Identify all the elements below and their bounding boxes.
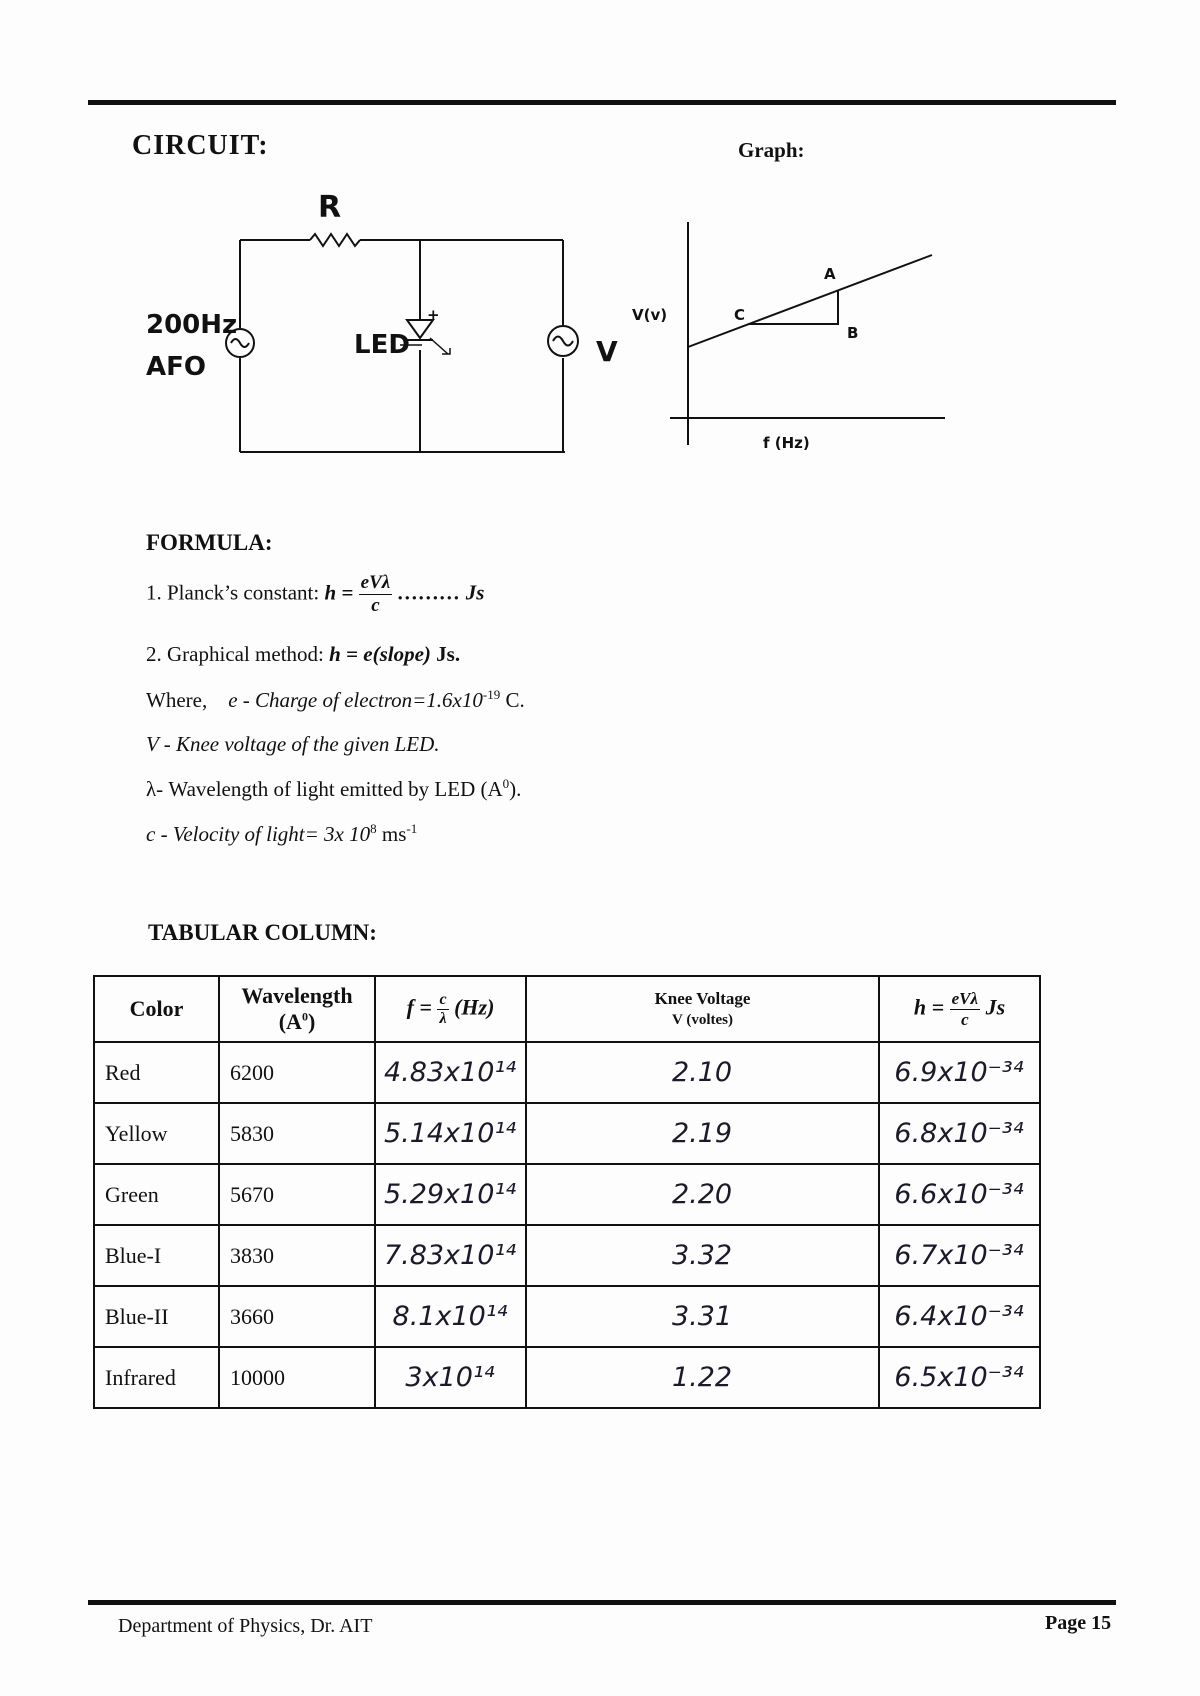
cell-frequency: 5.29x10¹⁴ bbox=[375, 1164, 526, 1225]
graph-y-label: V(v) bbox=[632, 306, 668, 324]
resistor-label: R bbox=[318, 190, 342, 225]
header-h-num: eVλ bbox=[951, 988, 979, 1008]
formula-title: FORMULA: bbox=[146, 530, 273, 555]
cell-planck: 6.8x10⁻³⁴ bbox=[879, 1103, 1040, 1164]
formula-where-line bbox=[146, 687, 525, 713]
table-title: TABULAR COLUMN: bbox=[148, 920, 377, 945]
header-freq-num: c bbox=[439, 990, 447, 1008]
e-definition: e - Charge of electron=1.6x10 bbox=[228, 688, 483, 712]
cell-wavelength: 3660 bbox=[219, 1286, 375, 1347]
cell-color: Red bbox=[94, 1042, 219, 1103]
header-wavelength-unit-end: ) bbox=[307, 1009, 316, 1034]
header-wavelength-unit-exp: 0 bbox=[301, 1009, 308, 1024]
header-h-den: c bbox=[961, 1009, 969, 1029]
footer-department: Department of Physics, Dr. AIT bbox=[118, 1615, 373, 1637]
footer-rule bbox=[88, 1600, 1116, 1605]
graph-point-a: A bbox=[824, 265, 836, 283]
header-planck bbox=[879, 976, 1040, 1042]
cell-frequency: 7.83x10¹⁴ bbox=[375, 1225, 526, 1286]
cell-knee-voltage: 3.32 bbox=[526, 1225, 879, 1286]
cell-planck: 6.7x10⁻³⁴ bbox=[879, 1225, 1040, 1286]
header-freq-fraction bbox=[437, 991, 448, 1028]
header-frequency bbox=[375, 976, 526, 1042]
where-label: Where, bbox=[146, 688, 208, 712]
e-unit: C. bbox=[500, 688, 525, 712]
table-row bbox=[94, 1225, 1040, 1286]
header-h-lhs: h = bbox=[913, 994, 945, 1020]
footer-page-number: Page 15 bbox=[1045, 1612, 1112, 1634]
table-row bbox=[94, 1347, 1040, 1408]
formula-line1-lhs: h = bbox=[324, 580, 354, 605]
cell-planck: 6.4x10⁻³⁴ bbox=[879, 1286, 1040, 1347]
cell-planck: 6.9x10⁻³⁴ bbox=[879, 1042, 1040, 1103]
cell-wavelength: 5830 bbox=[219, 1103, 375, 1164]
cell-wavelength: 5670 bbox=[219, 1164, 375, 1225]
results-table bbox=[93, 975, 1041, 1409]
lambda-definition: λ- Wavelength of light emitted by LED (A bbox=[146, 777, 503, 801]
header-wavelength-label: Wavelength bbox=[241, 983, 353, 1008]
cell-frequency: 5.14x10¹⁴ bbox=[375, 1103, 526, 1164]
header-freq-unit: (Hz) bbox=[454, 994, 495, 1020]
header-knee-label: Knee Voltage bbox=[654, 989, 751, 1008]
cell-knee-voltage: 3.31 bbox=[526, 1286, 879, 1347]
cell-color: Yellow bbox=[94, 1103, 219, 1164]
header-knee bbox=[526, 976, 879, 1042]
cell-color: Blue-II bbox=[94, 1286, 219, 1347]
cell-planck: 6.5x10⁻³⁴ bbox=[879, 1347, 1040, 1408]
graph-title: Graph: bbox=[738, 138, 805, 162]
formula-lambda-line bbox=[146, 776, 521, 802]
c-unit: ms bbox=[376, 822, 407, 846]
resistor-symbol bbox=[310, 234, 360, 246]
formula-line-1 bbox=[146, 572, 484, 617]
formula-line1-den: c bbox=[371, 595, 380, 616]
header-freq-lhs: f = bbox=[406, 994, 432, 1020]
table-row bbox=[94, 1286, 1040, 1347]
cell-color: Blue-I bbox=[94, 1225, 219, 1286]
header-wavelength-unit: (A bbox=[278, 1009, 302, 1034]
formula-line2-expr: h = e(slope) bbox=[329, 642, 431, 666]
lambda-exponent: 0 bbox=[502, 776, 510, 791]
table-row bbox=[94, 1042, 1040, 1103]
cell-knee-voltage: 2.19 bbox=[526, 1103, 879, 1164]
lambda-end: ). bbox=[509, 777, 522, 801]
formula-line1-suffix: ……… Js bbox=[397, 580, 485, 605]
cell-knee-voltage: 2.10 bbox=[526, 1042, 879, 1103]
formula-line2-prefix: 2. Graphical method: bbox=[146, 642, 330, 666]
header-h-fraction bbox=[950, 989, 980, 1030]
voltmeter-label: V bbox=[596, 335, 618, 368]
header-knee-unit: V (voltes) bbox=[672, 1012, 733, 1028]
c-definition: c - Velocity of light= 3x 10 bbox=[146, 822, 371, 846]
formula-line1-fraction bbox=[359, 572, 393, 617]
formula-line1-num: eVλ bbox=[360, 572, 391, 593]
e-exponent: -19 bbox=[482, 687, 501, 702]
formula-v-line bbox=[146, 732, 440, 757]
cell-planck: 6.6x10⁻³⁴ bbox=[879, 1164, 1040, 1225]
header-h-unit: Js bbox=[985, 994, 1006, 1020]
cell-frequency: 8.1x10¹⁴ bbox=[375, 1286, 526, 1347]
cell-knee-voltage: 2.20 bbox=[526, 1164, 879, 1225]
cell-frequency: 4.83x10¹⁴ bbox=[375, 1042, 526, 1103]
formula-line2-unit: Js. bbox=[436, 642, 461, 666]
cell-frequency: 3x10¹⁴ bbox=[375, 1347, 526, 1408]
graph-point-c: C bbox=[734, 306, 746, 324]
table-row bbox=[94, 1164, 1040, 1225]
cell-wavelength: 6200 bbox=[219, 1042, 375, 1103]
cell-wavelength: 3830 bbox=[219, 1225, 375, 1286]
table-row bbox=[94, 1103, 1040, 1164]
c-unit-exponent: -1 bbox=[406, 821, 418, 836]
cell-wavelength: 10000 bbox=[219, 1347, 375, 1408]
formula-line-2 bbox=[146, 642, 460, 667]
cell-color: Green bbox=[94, 1164, 219, 1225]
graph-point-b: B bbox=[847, 324, 859, 342]
fit-line bbox=[688, 255, 932, 347]
formula-c-line bbox=[146, 821, 417, 847]
header-color: Color bbox=[94, 976, 219, 1042]
table-header-row bbox=[94, 976, 1040, 1042]
source-label-afo: AFO bbox=[146, 352, 206, 382]
led-label: LED bbox=[354, 330, 410, 360]
led-plus-label: + bbox=[427, 306, 440, 324]
vf-graph bbox=[670, 220, 950, 450]
graph-x-label: f (Hz) bbox=[763, 434, 810, 452]
circuit-title: CIRCUIT: bbox=[132, 130, 269, 161]
source-label-hz: 200Hz bbox=[146, 310, 238, 340]
v-definition: V - Knee voltage of the given LED. bbox=[146, 732, 440, 756]
header-wavelength bbox=[219, 976, 375, 1042]
header-rule bbox=[88, 100, 1116, 105]
cell-knee-voltage: 1.22 bbox=[526, 1347, 879, 1408]
c-exponent: 8 bbox=[370, 821, 377, 836]
formula-line1-prefix: 1. Planck’s constant: bbox=[146, 580, 325, 605]
cell-color: Infrared bbox=[94, 1347, 219, 1408]
header-freq-den: λ bbox=[439, 1009, 447, 1027]
